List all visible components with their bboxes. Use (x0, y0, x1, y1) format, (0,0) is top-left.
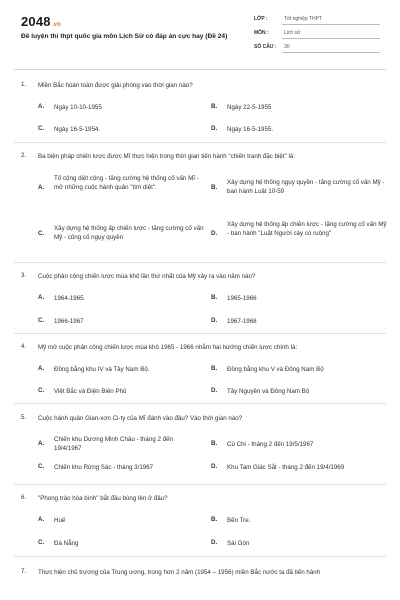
meta-label: MÔN : (254, 30, 269, 36)
option-letter: C. (38, 387, 45, 394)
option-text: Xây dựng hệ thống ngụy quyền - tăng cường cố vấn Mỹ - ban hành Luật 10-59 (227, 179, 385, 195)
meta-value: 30 (284, 44, 290, 50)
meta-panel (254, 13, 380, 55)
option-letter: C. (38, 317, 45, 324)
option-text: 1964-1965. (54, 295, 86, 302)
divider (14, 142, 386, 143)
meta-label: SỐ CÂU : (254, 44, 277, 50)
option-letter: A. (38, 184, 45, 191)
option-text: Huế (54, 517, 66, 524)
option-text: Đồng bằng khu V và Đông Nam Bộ (227, 366, 324, 373)
divider (14, 333, 386, 334)
meta-underline (282, 52, 380, 53)
option-text: Xây dựng hệ thống ấp chiến lược - tăng cường cố vấn Mỹ - ban hành "Luật Người cày có ruộng" (227, 221, 387, 237)
meta-value: Lịch sử (284, 30, 301, 36)
option-letter: A. (38, 516, 45, 523)
divider (14, 556, 386, 557)
option-letter: B. (211, 103, 218, 110)
divider (14, 262, 386, 263)
option-letter: B. (211, 294, 218, 301)
question-text: Mỹ mở cuộc phản công chiến lược mùa khô 1965 - 1966 nhằm hai hướng chiến lược chính là: (38, 344, 298, 351)
meta-underline (282, 24, 380, 25)
option-letter: A. (38, 103, 45, 110)
option-letter: B. (211, 440, 218, 447)
option-text: Bến Tre. (227, 517, 251, 524)
option-letter: A. (38, 294, 45, 301)
option-text: Việt Bắc và Điện Biên Phủ (54, 388, 127, 395)
option-text: Củ Chi - tháng 2 đến 19/5/1967 (227, 441, 314, 448)
divider (14, 69, 386, 70)
document-title: Đề luyện thi thpt quốc gia môn Lịch Sử có đáp án cực hay (Đề 24) (21, 33, 228, 40)
logo-text: 2048 (21, 14, 51, 29)
divider (14, 484, 386, 485)
question-text: "Phong trào hòa bình" bắt đầu bùng lên ở đâu? (38, 495, 168, 502)
meta-row-subject (254, 27, 380, 41)
question-number: 1. (21, 81, 27, 88)
option-text: 1966-1967 (54, 318, 84, 325)
question-text: Thực hiện chủ trương của Trung ương, trong hơn 2 năm (1954 – 1956) miền Bắc nước ta đã tiến hành (38, 569, 321, 576)
option-letter: C. (38, 463, 45, 470)
option-text: Đà Nẵng (54, 540, 79, 547)
option-letter: B. (211, 516, 218, 523)
option-letter: D. (211, 230, 218, 237)
option-text: Ngày 16-5-1954. (54, 126, 101, 133)
option-text: Tố cộng diệt cộng - tăng cường hệ thống cố vấn Mĩ - mở những cuộc hành quân "tìm diệt". (54, 175, 199, 191)
document-header (0, 0, 400, 66)
meta-label: LỚP : (254, 16, 268, 22)
meta-value: Tốt nghiệp THPT (284, 16, 322, 22)
meta-row-grade (254, 13, 380, 27)
option-text: Ngày 16-5-1955. (227, 126, 274, 133)
question-text: Ba biện pháp chiến lược được Mĩ thực hiện trong thời gian tiến hành "chiến tranh đặc biệt" là: (38, 153, 296, 160)
option-text: Tây Nguyên và Đông Nam Bộ (227, 388, 310, 395)
option-letter: D. (211, 463, 218, 470)
option-letter: D. (211, 539, 218, 546)
option-letter: A. (38, 440, 45, 447)
question-text: Miền Bắc hoàn toàn được giải phóng vào thời gian nào? (38, 82, 193, 89)
logo-suffix: .vn (51, 22, 62, 28)
option-text: Ngày 10-10-1955 (54, 104, 102, 111)
question-number: 4. (21, 343, 27, 350)
question-number: 7. (21, 568, 27, 575)
option-letter: D. (211, 317, 218, 324)
option-text: Xây dựng hệ thống ấp chiến lược - tăng cường cố vấn Mỹ - củng cố ngụy quyền (54, 225, 204, 241)
site-logo[interactable] (21, 14, 61, 29)
question-number: 3. (21, 272, 27, 279)
question-number: 5. (21, 414, 27, 421)
question-text: Cuộc hành quân Gian-xơn Ci-ty của Mĩ đánh vào đâu? Vào thời gian nào? (38, 415, 243, 422)
option-text: 1967-1968 (227, 318, 257, 325)
option-text: Đồng bằng khu IV và Tây Nam Bộ. (54, 366, 150, 373)
option-letter: B. (211, 184, 218, 191)
question-number: 6. (21, 494, 27, 501)
meta-underline (282, 38, 380, 39)
option-text: 1965-1966 (227, 295, 257, 302)
option-letter: B. (211, 365, 218, 372)
option-letter: D. (211, 125, 218, 132)
option-letter: C. (38, 125, 45, 132)
divider (14, 403, 386, 404)
option-letter: A. (38, 365, 45, 372)
option-text: Chiến khu Dương Minh Châu - tháng 2 đến 19/4/1967 (54, 436, 173, 452)
option-text: Sài Gòn (227, 540, 250, 547)
question-text: Cuộc phản công chiến lược mùa khô lần thứ nhất của Mỹ xảy ra vào năm nào? (38, 273, 256, 280)
option-text: Chiến khu Rừng Sác - tháng 3/1967 (54, 464, 154, 471)
option-letter: C. (38, 539, 45, 546)
meta-row-count (254, 41, 380, 55)
option-text: Ngày 22-5-1955 (227, 104, 272, 111)
option-letter: C. (38, 230, 45, 237)
option-text: Khu Tam Giác Sắt - tháng 2 đến 19/4/1969 (227, 464, 345, 471)
question-number: 2. (21, 152, 27, 159)
option-letter: D. (211, 387, 218, 394)
